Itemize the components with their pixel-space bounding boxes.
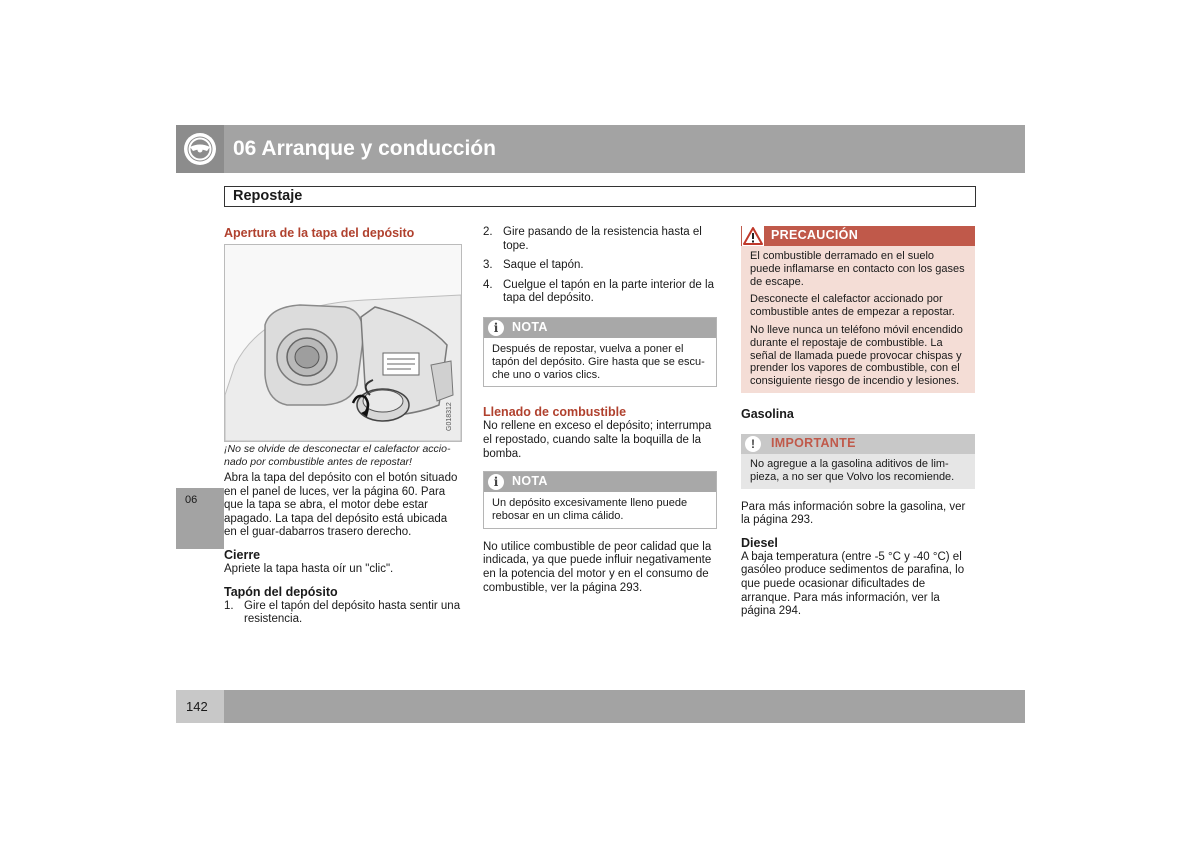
step-number: 1. [224,599,234,612]
steps-list-continued [483,226,717,306]
fuel-filler-drawing [225,245,461,441]
column-1 [224,226,462,241]
chapter-icon-box [176,125,224,173]
section-title-box [224,186,976,207]
warning-header [741,226,975,246]
cierre-heading: Cierre [224,547,261,562]
step-number: 3. [483,259,493,272]
gasolina-text: Para más información sobre la gasolina, ver la página 293. [741,500,966,527]
figure-caption: ¡No se olvide de desconectar el calefactor accio-nado por combustible antes de repostar! [224,443,451,468]
step-item [483,226,717,253]
warning-box [741,226,975,393]
warning-body [741,246,975,393]
exclamation-icon: ! [745,436,761,452]
column-2 [483,226,717,595]
llenado-heading: Llenado de combustible [483,405,627,420]
note-text: Un depósito excesivamente lleno puede rebosar en un clima cálido. [492,497,688,522]
step-item [224,600,462,627]
note-text: Después de repostar, vuelva a poner el tapón del depósito. Gire hasta que se escu-che uno o varios clics. [492,342,705,381]
opening-paragraph: Abra la tapa del depósito con el botón situado en el panel de luces, ver la página 60. Para que la tapa se abra, el motor debe estar apagado. La tapa del depósito está ubicada en el guar-dabarros trasero derecho. [224,472,458,539]
important-header [741,434,975,454]
warning-triangle-icon [742,226,764,246]
fuel-filler-illustration [224,244,462,442]
step-text: Cuelgue el tapón en la parte interior de la tapa del depósito. [503,278,714,305]
note-header [484,318,716,338]
llenado-text: No rellene en exceso el depósito; interrumpa el repostado, cuando salte la boquilla de la bomba. [483,420,712,460]
fuel-lid-opening-heading: Apertura de la tapa del depósito [224,226,415,240]
info-icon: i [488,320,504,336]
step-item [483,259,717,273]
column-3 [741,226,975,619]
step-item [483,279,717,306]
section-title: Repostaje [233,188,303,204]
note-box [483,317,717,387]
important-label: IMPORTANTE [771,435,856,450]
page-number: 142 [186,699,208,714]
step-text: Saque el tapón. [503,259,584,272]
note-box-2 [483,471,717,529]
info-icon: i [488,474,504,490]
diesel-text: A baja temperatura (entre -5 °C y -40 °C) el gasóleo produce sedimentos de parafina, lo que puede ocasionar dificultades de arranque. Para más información, ver la página 294. [741,550,965,618]
chapter-side-tab [176,488,224,549]
note-label: NOTA [512,474,548,489]
step-text: Gire pasando de la resistencia hasta el tope. [503,226,702,252]
footer-bar [224,690,1025,723]
warning-paragraph: El combustible derramado en el suelo puede inflamarse en contacto con los gases de escape. [750,250,965,288]
step-number: 4. [483,278,493,291]
column-1-body [224,443,462,627]
fuel-quality-paragraph: No utilice combustible de peor calidad que la indicada, ya que puede influir negativamente en la potencia del motor y en el consumo de combustible, ver la página 293. [483,540,712,594]
chapter-side-tab-label: 06 [185,494,198,506]
tapon-heading: Tapón del depósito [224,584,338,599]
note-label: NOTA [512,319,548,334]
warning-paragraph: Desconecte el calefactor accionado por combustible antes de empezar a repostar. [750,293,955,319]
step-number: 2. [483,226,493,238]
important-text: No agregue a la gasolina aditivos de lim-pieza, a no ser que Volvo los recomiende. [741,454,975,489]
steering-wheel-icon [176,125,224,173]
diesel-heading: Diesel [741,535,778,550]
gasolina-heading: Gasolina [741,406,794,421]
figure-code: G018312 [446,402,453,431]
chapter-title: 06 Arranque y conducción [233,137,496,160]
cierre-text: Apriete la tapa hasta oír un "clic". [224,562,394,575]
steps-list-start [224,600,462,627]
note-header [484,472,716,492]
step-text: Gire el tapón del depósito hasta sentir una resistencia. [244,599,461,626]
important-box [741,434,975,489]
warning-paragraph: No lleve nunca un teléfono móvil encendido durante el repostaje de combustible. La señal de llamada puede provocar chispas y prender los vapores de combustible, con el consiguiente riesgo de incendio y lesiones. [750,323,963,388]
warning-label: PRECAUCIÓN [771,228,859,242]
